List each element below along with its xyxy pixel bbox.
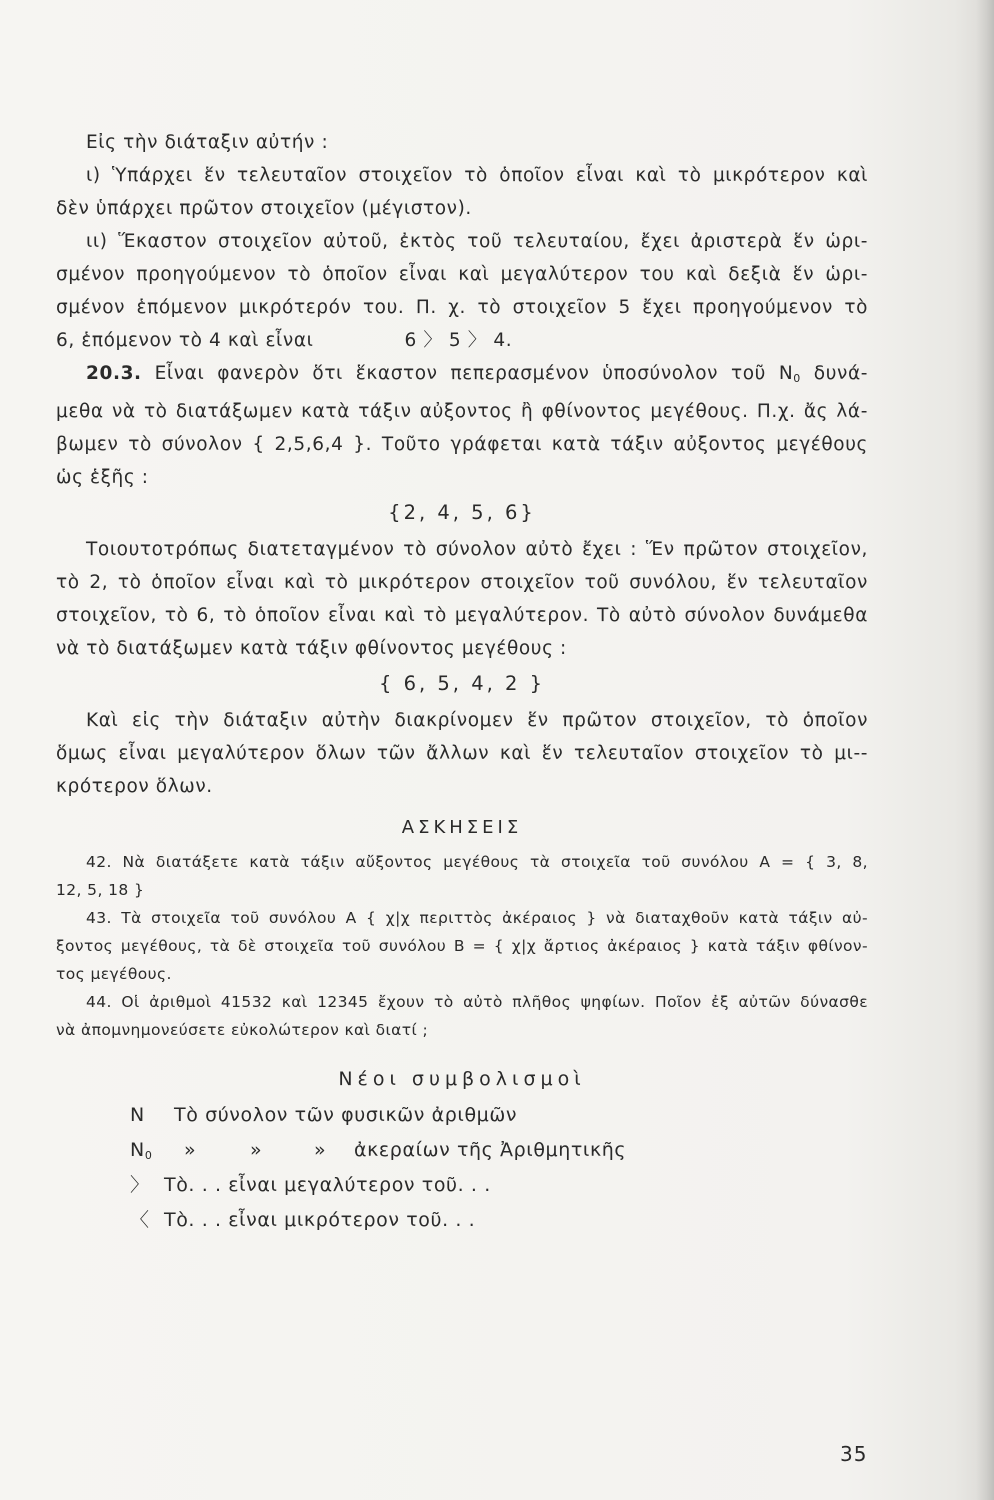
symbol-n0-subscript: 0 — [144, 1149, 153, 1162]
para2-line1: Τοιουτοτρόπως διατεταγμένον τὸ σύνολον αὐτὸ ἔχει : Ἕν πρῶτον στοιχεῖον, — [86, 539, 868, 560]
item2-line4 — [56, 324, 868, 357]
exercise-44-line2: νὰ ἀπομνημονεύσετε εὐκολώτερον καὶ διατί ; — [56, 1021, 429, 1039]
ditto-mark-2: » — [250, 1139, 263, 1161]
exercise-44-line1: 44. Οἱ ἀριθμοὶ 41532 καὶ 12345 ἔχουν τὸ αὐτὸ πλῆθος ψηφίων. Ποῖον ἐξ αὐτῶν δύνασθε — [86, 993, 868, 1011]
greater-than-symbol: 〉 — [130, 1174, 150, 1196]
n0-subscript: 0 — [793, 372, 801, 385]
exercises-title: ΑΣΚΗΣΕΙΣ — [401, 817, 523, 838]
greater-than-meaning: Τὸ. . . εἶναι μεγαλύτερον τοῦ. . . — [164, 1174, 491, 1196]
item1-line1: ι) Ὑπάρχει ἕν τελευταῖον στοιχεῖον τὸ ὁποῖον εἶναι καὶ τὸ μικρότερον καὶ — [86, 165, 868, 186]
para2-line2: τὸ 2, τὸ ὁποῖον εἶναι καὶ τὸ μικρότερον στοιχεῖον τοῦ συνόλου, ἕν τελευταῖον — [56, 572, 868, 593]
para2-line3: στοιχεῖον, τὸ 6, τὸ ὁποῖον εἶναι καὶ τὸ μεγαλύτερον. Τὸ αὐτὸ σύνολον δυνάμεθα — [56, 605, 868, 626]
exercise-42-line2: 12, 5, 18 } — [56, 881, 145, 899]
symbol-n0-letter: N — [130, 1139, 145, 1161]
para3-line1: Καὶ εἰς τὴν διάταξιν αὐτὴν διακρίνομεν ἕν πρῶτον στοιχεῖον, τὸ ὁποῖον — [86, 710, 868, 731]
section-20-3-line3: βωμεν τὸ σύνολον { 2,5,6,4 }. Τοῦτο γράφεται κατὰ τάξιν αὐξοντος μεγέθους — [56, 434, 868, 455]
exercise-42-line1: 42. Νὰ διατάξετε κατὰ τάξιν αὔξοντος μεγέθους τὰ στοιχεῖα τοῦ συνόλου A = { 3, 8, — [86, 853, 868, 871]
section-20-3-line2: μεθα νὰ τὸ διατάξωμεν κατὰ τάξιν αὐξοντος ἢ φθίνοντος μεγέθους. Π.χ. ἄς λά- — [56, 401, 868, 422]
symbol-row-n0 — [56, 1133, 868, 1168]
para2-line4: νὰ τὸ διατάξωμεν κατὰ τάξιν φθίνοντος μεγέθους : — [56, 638, 567, 659]
ditto-mark-1: » — [184, 1139, 197, 1161]
symbol-n: N — [130, 1104, 145, 1126]
symbol-row-less — [56, 1203, 868, 1238]
section-20-3-tail: δυνά- — [813, 363, 869, 384]
para3-line3: κρότερον ὅλων. — [56, 776, 213, 797]
ditto-mark-3: » — [314, 1139, 327, 1161]
section-20-3-line1 — [56, 357, 868, 395]
ascending-set: {2, 4, 5, 6} — [388, 501, 536, 524]
page-edge-shadow — [976, 0, 994, 1500]
symbol-n0-meaning: ἀκεραίων τῆς Ἀριθμητικῆς — [354, 1139, 627, 1161]
item2-line4-text: 6, ἑπόμενον τὸ 4 καὶ εἶναι — [56, 330, 314, 351]
exercise-43-line3: τος μεγέθους. — [56, 965, 172, 983]
less-than-meaning: Τὸ. . . εἶναι μικρότερον τοῦ. . . — [164, 1209, 476, 1231]
new-symbols-title: Νέοι συμβολισμοὶ — [338, 1068, 586, 1090]
symbol-row-greater — [56, 1168, 868, 1203]
symbol-n0 — [130, 1133, 152, 1173]
exercise-43-line2: ξοντος μεγέθους, τὰ δὲ στοιχεῖα τοῦ συνόλου B = { χ|χ ἄρτιος ἀκέραιος } κατὰ τάξιν φθίνον- — [56, 937, 868, 955]
item2-line1: ιι) Ἕκαστον στοιχεῖον αὐτοῦ, ἐκτὸς τοῦ τελευταίου, ἔχει ἀριστερὰ ἕν ὡρι- — [86, 231, 868, 252]
symbol-row-n — [56, 1098, 868, 1133]
less-than-symbol: 〈 — [130, 1209, 150, 1231]
intro-line: Εἰς τὴν διάταξιν αὐτήν : — [86, 132, 329, 153]
symbol-n-meaning: Τὸ σύνολον τῶν φυσικῶν ἀριθμῶν — [174, 1104, 518, 1126]
section-number: 20.3. — [86, 363, 142, 384]
descending-set: { 6, 5, 4, 2 } — [378, 672, 546, 695]
exercise-43-line1: 43. Τὰ στοιχεῖα τοῦ συνόλου A { χ|χ περιττὸς ἀκέραιος } νὰ διαταχθοῦν κατὰ τάξιν αὐ- — [86, 909, 868, 927]
page-content — [56, 126, 868, 1238]
page-number: 35 — [840, 1442, 868, 1466]
item2-line2: σμένον προηγούμενον τὸ ὁποῖον εἶναι καὶ μεγαλύτερον του καὶ δεξιὰ ἕν ὡρι- — [56, 264, 868, 285]
para3-line2: ὅμως εἶναι μεγαλύτερον ὅλων τῶν ἄλλων καὶ ἕν τελευταῖον στοιχεῖον τὸ μι-- — [56, 743, 868, 764]
section-20-3-text: Εἶναι φανερὸν ὅτι ἕκαστον πεπερασμένον ὑποσύνολον τοῦ N — [154, 363, 794, 384]
item2-line3: σμένον ἑπόμενον μικρότερόν του. Π. χ. τὸ στοιχεῖον 5 ἔχει προηγούμενον τὸ — [56, 297, 868, 318]
item1-line2: δὲν ὑπάρχει πρῶτον στοιχεῖον (μέγιστον). — [56, 198, 472, 219]
inequality-654: 6 〉 5 〉 4. — [404, 330, 513, 351]
section-20-3-line4: ὡς ἑξῆς : — [56, 467, 149, 488]
